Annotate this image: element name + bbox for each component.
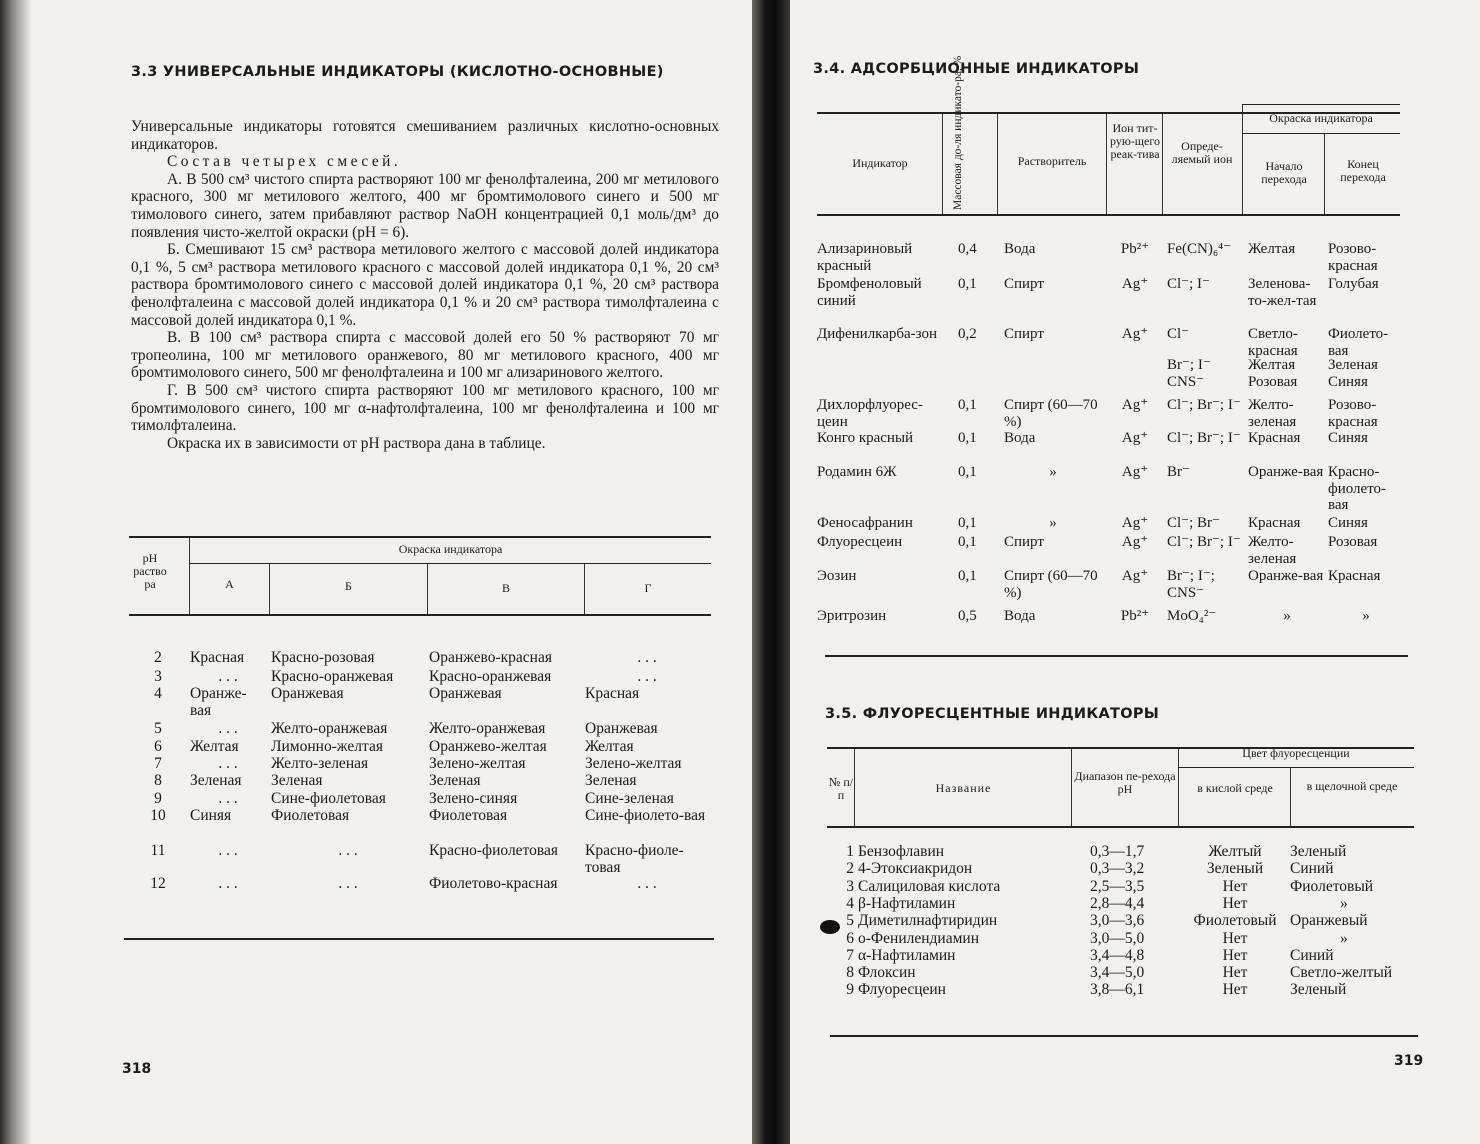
paragraph-b: Б. Смешивают 15 см³ раствора метилового желтого с массовой долей индикатора 0,1 %, 5 см³ раствора метилового красного с массовой долей индикатора 0,1 %, 20 см³ раствора бромтимолового синего с массовой долей индикатора 0,1 %, 20 см³ раствора фенолфталеина с массовой долей индикатора 0,1 % и 20 см³ раствора тимолфталеина с массовой долей индикатора 0,1 %.: [131, 241, 719, 329]
fluor-cell-alk: Зеленый: [1290, 843, 1347, 860]
table-head-rule: [827, 826, 1414, 828]
table-vline: [1290, 768, 1291, 826]
header-indicator: Индикатор: [852, 156, 908, 170]
adsorb-cell-name: Ализариновый красный: [817, 241, 913, 274]
adsorb-cell-ion: Cl⁻; Br⁻; I⁻: [1167, 430, 1241, 446]
fluor-cell-num: 7: [846, 946, 854, 964]
ph-table-cell-ph: 10: [150, 807, 166, 824]
adsorb-cell-mass: 0,1: [958, 534, 977, 550]
header-col-v: В: [501, 581, 510, 595]
ph-table-cell-ph: 6: [154, 738, 162, 755]
ph-table-cell-v: Желто-оранжевая: [429, 720, 546, 737]
adsorb-cell-mass: 0,1: [958, 397, 977, 413]
ph-table-cell-a: . . .: [218, 755, 238, 772]
ph-table-cell-a: . . .: [218, 720, 238, 737]
header-fluor-group: Цвет флуоресценции: [1242, 746, 1350, 760]
adsorb-cell-ion: Cl⁻; Br⁻: [1167, 515, 1220, 531]
adsorb-cell-titrant: Pb²⁺: [1120, 241, 1150, 257]
ph-table-cell-v: Зелено-желтая: [429, 755, 526, 772]
adsorb-cell-end: Розово-красная: [1328, 241, 1378, 274]
fluor-cell-name: Диметилнафтиридин: [858, 912, 998, 930]
fluor-cell-alk: Зеленый: [1290, 981, 1347, 999]
adsorb-cell-mass: 0,1: [958, 515, 977, 531]
table-head-rule: [817, 214, 1400, 216]
header-start: Начало перехода: [1261, 159, 1307, 186]
adsorb-cell-end: Розово-красная: [1328, 397, 1378, 430]
adsorb-cell-name: Флуоресцеин: [817, 534, 903, 550]
header-num: № п/п: [828, 775, 854, 802]
ph-table-cell-v: Зелено-синяя: [429, 790, 518, 807]
ph-table-cell-ph: 5: [154, 720, 162, 737]
table-group-rule: [1242, 133, 1400, 134]
ph-table-cell-v: Фиолетово-красная: [429, 875, 558, 892]
adsorb-cell-mass: 0,5: [958, 608, 977, 624]
intro-paragraph: Универсальные индикаторы готовятся смешиванием различных кислотно-основных индикаторов.: [131, 118, 719, 153]
adsorb-cell-titrant: Ag⁺: [1121, 397, 1149, 413]
adsorb-cell-ion: Cl⁻: [1167, 326, 1190, 342]
ph-table-cell-ph: 4: [154, 685, 162, 702]
adsorb-cell-name: Родамин 6Ж: [817, 464, 897, 480]
adsorb-cell-titrant: Ag⁺: [1121, 326, 1149, 342]
ph-table-cell-b: Сине-фиолетовая: [271, 790, 386, 807]
ph-table-cell-g: Красно-фиоле-товая: [585, 842, 684, 876]
adsorb-cell-start: Зеленова-то-жел-тая: [1248, 276, 1317, 309]
adsorb-cell-solvent: Спирт: [1004, 276, 1044, 292]
adsorb-cell-solvent: »: [1049, 515, 1057, 531]
header-determined: Опреде-ляемый ион: [1171, 139, 1233, 166]
adsorb-cell-name: Бромфеноловый синий: [817, 276, 922, 309]
ph-table-cell-a: Синяя: [190, 807, 232, 824]
adsorb-cell-name: Эозин: [817, 568, 857, 584]
fluor-cell-range: 3,4—4,8: [1090, 946, 1145, 964]
fluor-cell-acid: Нет: [1222, 894, 1248, 912]
fluor-cell-num: 3: [846, 877, 854, 895]
table-vline: [1106, 114, 1107, 214]
adsorb-cell-ion: MoO₄²⁻: [1167, 608, 1217, 624]
fluor-cell-name: α-Нафтиламин: [858, 946, 956, 964]
closing-paragraph: Окраска их в зависимости от pH раствора дана в таблице.: [167, 434, 546, 452]
header-end: Конец перехода: [1340, 157, 1386, 184]
page-number-left: 318: [122, 1061, 152, 1077]
ph-table-cell-b: Лимонно-желтая: [271, 738, 383, 755]
ph-table-cell-v: Зеленая: [429, 772, 481, 789]
fluor-cell-name: β-Нафтиламин: [858, 894, 956, 912]
fluor-cell-alk: »: [1340, 894, 1348, 912]
fluor-cell-alk: Оранжевый: [1290, 912, 1368, 930]
adsorb-cell-name: Дифенилкарба-зон: [817, 326, 938, 342]
adsorb-cell-ion: Cl⁻; I⁻: [1167, 276, 1210, 292]
header-mass: Массовая до-ля индикато-ра, %: [952, 55, 964, 210]
table-head-rule: [129, 614, 711, 616]
adsorb-cell-titrant: Ag⁺: [1121, 464, 1149, 480]
table-vline: [854, 749, 855, 826]
fluor-cell-num: 4: [846, 894, 854, 912]
paragraph-g: Г. В 500 см³ чистого спирта растворяют 100 мг метилового красного, 100 мг бромтимолового синего, 100 мг α-нафтолфталеина, 100 мг фенолфталеина и 100 мг тимолфталеина.: [131, 381, 719, 435]
fluor-cell-alk: Синий: [1290, 860, 1334, 878]
fluor-cell-acid: Желтый: [1208, 843, 1262, 860]
adsorb-cell-mass: 0,1: [958, 276, 977, 292]
header-alkaline: в щелочной среде: [1306, 779, 1398, 793]
ph-table-cell-g: Зелено-желтая: [585, 755, 682, 772]
fluor-cell-range: 0,3—3,2: [1090, 860, 1145, 878]
table-bottom-rule: [825, 655, 1408, 657]
adsorb-cell-solvent: Спирт: [1004, 534, 1044, 550]
adsorb-cell-start: Желтая: [1248, 357, 1296, 373]
fluor-cell-range: 2,8—4,4: [1090, 894, 1145, 912]
ph-table-cell-v: Оранжево-красная: [429, 649, 552, 666]
adsorb-cell-start: »: [1283, 608, 1291, 624]
adsorb-cell-solvent: »: [1049, 464, 1057, 480]
adsorb-cell-start: Желто-зеленая: [1248, 397, 1297, 430]
ph-table-cell-g: . . .: [637, 649, 657, 666]
header-color-group: Окраска индикатора: [1269, 111, 1373, 125]
ph-table-cell-ph: 9: [154, 790, 162, 807]
fluor-cell-acid: Нет: [1222, 929, 1248, 947]
ph-table-cell-a: Красная: [190, 649, 245, 666]
ph-table-cell-v: Оранжево-желтая: [429, 738, 547, 755]
adsorb-cell-end: Голубая: [1328, 276, 1379, 292]
paragraph-v: В. В 100 см³ раствора спирта с массовой долей его 50 % растворяют 70 мг тропеолина, 100 мг метилового оранжевого, 80 мг метилового красного, 400 мг бромтимолового синего, 500 мг фенолфталеина и 100 мг ализаринового желтого.: [131, 329, 719, 382]
book-gutter: [752, 0, 790, 1144]
adsorb-cell-mass: 0,1: [958, 430, 977, 446]
header-ph: pH раство ра: [133, 551, 167, 591]
fluor-cell-range: 3,0—5,0: [1090, 929, 1145, 947]
adsorb-cell-ion: Cl⁻; Br⁻; I⁻: [1167, 397, 1241, 413]
ph-table-cell-b: Красно-розовая: [271, 649, 375, 666]
fluor-cell-name: Флоксин: [858, 964, 916, 982]
adsorb-cell-mass: 0,1: [958, 464, 977, 480]
header-range: Диапазон пе-рехода pH: [1074, 769, 1176, 796]
ph-table-cell-a: . . .: [218, 668, 238, 685]
adsorb-cell-titrant: Ag⁺: [1121, 568, 1149, 584]
ph-table-cell-b: Оранжевая: [271, 685, 344, 702]
adsorb-cell-solvent: Вода: [1004, 608, 1036, 624]
fluor-cell-acid: Нет: [1222, 946, 1248, 964]
ph-table-cell-ph: 7: [154, 755, 162, 772]
section-heading-universal: 3.3 УНИВЕРСАЛЬНЫЕ ИНДИКАТОРЫ (КИСЛОТНО-ОСНОВНЫЕ): [131, 64, 664, 80]
fluor-cell-alk: Светло-желтый: [1290, 964, 1393, 982]
fluor-cell-acid: Фиолетовый: [1193, 912, 1277, 930]
ph-table-cell-a: Зеленая: [190, 772, 242, 789]
ph-table-cell-ph: 12: [150, 875, 166, 892]
ph-table-cell-a: . . .: [218, 790, 238, 807]
ph-table-cell-ph: 3: [154, 668, 162, 685]
adsorb-cell-titrant: Ag⁺: [1121, 515, 1149, 531]
adsorb-cell-end: Синяя: [1328, 430, 1368, 446]
fluor-cell-alk: »: [1340, 929, 1348, 947]
ph-table-cell-v: Красно-оранжевая: [429, 668, 552, 685]
ph-table-cell-b: Красно-оранжевая: [271, 668, 394, 685]
table-vline: [942, 114, 943, 214]
adsorb-cell-start: Желто-зеленая: [1248, 534, 1297, 567]
adsorb-cell-name: Дихлорфлуорес-цеин: [817, 397, 923, 430]
ph-table-cell-b: . . .: [338, 875, 358, 892]
adsorb-cell-start: Желтая: [1248, 241, 1296, 257]
adsorb-cell-end: Красно-фиолето-вая: [1328, 464, 1387, 513]
section-heading-adsorb: 3.4. АДСОРБЦИОННЫЕ ИНДИКАТОРЫ: [813, 61, 1140, 77]
ph-table-cell-ph: 2: [154, 649, 162, 666]
adsorb-cell-end: »: [1362, 608, 1370, 624]
adsorb-cell-titrant: Pb²⁺: [1120, 608, 1150, 624]
header-solvent: Растворитель: [1017, 154, 1087, 168]
fluor-cell-name: 4-Этоксиакридон: [858, 860, 973, 878]
adsorb-cell-ion: Cl⁻; Br⁻; I⁻: [1167, 534, 1241, 550]
fluor-cell-name: Флуоресцеин: [858, 981, 946, 999]
header-group: Окраска индикатора: [398, 542, 503, 556]
header-col-g: Г: [644, 581, 652, 595]
adsorb-cell-start: Оранже-вая: [1248, 568, 1324, 584]
ph-table-cell-b: Фиолетовая: [271, 807, 350, 824]
adsorb-cell-name: Эритрозин: [817, 608, 887, 624]
adsorb-cell-end: Синяя: [1328, 515, 1368, 531]
ph-table-cell-g: . . .: [637, 875, 657, 892]
adsorb-cell-solvent: Спирт: [1004, 326, 1044, 342]
header-titrant: Ион тит-рую-щего реак-тива: [1110, 121, 1160, 161]
adsorb-cell-titrant: Ag⁺: [1121, 430, 1149, 446]
ph-table-cell-v: Фиолетовая: [429, 807, 508, 824]
adsorb-cell-name: Феносафранин: [817, 515, 913, 531]
fluor-cell-range: 3,4—5,0: [1090, 964, 1145, 982]
adsorb-cell-end: Фиолето-вая: [1328, 326, 1389, 359]
ph-table-cell-a: Желтая: [190, 738, 239, 755]
fluor-cell-num: 2: [846, 860, 854, 878]
table-bottom-rule: [830, 1035, 1418, 1037]
right-page: [790, 0, 1480, 1144]
fluor-cell-acid: Нет: [1222, 964, 1248, 982]
table-group-rule: [1178, 767, 1414, 768]
ph-table-cell-b: Желто-оранжевая: [271, 720, 388, 737]
adsorb-cell-ion: Br⁻: [1167, 464, 1190, 480]
ph-table-cell-b: Желто-зеленая: [271, 755, 369, 772]
adsorb-cell-ion: Br⁻; I⁻: [1167, 357, 1211, 373]
fluor-cell-acid: Зеленый: [1206, 860, 1264, 878]
fluor-cell-num: 5: [846, 912, 854, 930]
ph-table-cell-g: . . .: [637, 668, 657, 685]
ph-table-cell-ph: 8: [154, 772, 162, 789]
page-number-right: 319: [1394, 1053, 1424, 1069]
fluor-cell-acid: Нет: [1222, 981, 1248, 999]
ph-table-cell-g: Сине-фиолето-вая: [585, 807, 706, 824]
adsorb-cell-solvent: Вода: [1004, 241, 1036, 257]
paragraph-a: А. В 500 см³ чистого спирта растворяют 100 мг фенолфталеина, 200 мг метилового красного, 300 мг метилового желтого, 400 мг бромтимолового синего и 500 мг тимолового синего, затем прибавляют раствор NaOH концентрацией 0,1 моль/дм³ до появления чисто-желтой окраски (pH = 6).: [131, 170, 719, 241]
header-col-b: Б: [345, 579, 352, 593]
header-name: Название: [935, 781, 992, 795]
ph-table-cell-a: . . .: [218, 842, 238, 859]
adsorb-cell-name: Конго красный: [817, 430, 914, 446]
adsorb-cell-start: Светло-красная: [1248, 326, 1298, 359]
fluor-cell-range: 3,0—3,6: [1090, 912, 1145, 930]
universal-text: [131, 118, 719, 452]
fluor-cell-name: о-Фенилендиамин: [858, 929, 979, 947]
table-top-rule-right: [1242, 104, 1400, 105]
adsorb-cell-start: Оранже-вая: [1248, 464, 1324, 480]
ink-blot: [820, 920, 840, 934]
section-heading-fluor: 3.5. ФЛУОРЕСЦЕНТНЫЕ ИНДИКАТОРЫ: [825, 706, 1160, 722]
subheading: Состав четырех смесей.: [167, 153, 402, 171]
adsorb-cell-mass: 0,1: [958, 568, 977, 584]
header-col-a: А: [225, 577, 234, 591]
page-edge-shadow: [0, 0, 32, 1144]
ph-table-cell-g: Желтая: [585, 738, 634, 755]
adsorb-cell-start: Красная: [1248, 515, 1301, 531]
adsorb-cell-titrant: Ag⁺: [1121, 276, 1149, 292]
adsorb-cell-end: Красная: [1328, 568, 1381, 584]
ph-table-cell-a: . . .: [218, 875, 238, 892]
adsorb-cell-titrant: Ag⁺: [1121, 534, 1149, 550]
adsorb-cell-start: Красная: [1248, 430, 1301, 446]
ph-table-cell-v: Оранжевая: [429, 685, 502, 702]
fluor-cell-range: 3,8—6,1: [1090, 981, 1145, 999]
ph-table-cell-b: . . .: [338, 842, 358, 859]
adsorb-cell-end: Зеленая: [1328, 357, 1378, 373]
adsorb-cell-solvent: Спирт (60—70 %): [1004, 568, 1098, 601]
fluor-cell-range: 2,5—3,5: [1090, 877, 1145, 895]
fluor-cell-num: 8: [846, 964, 854, 982]
ph-table-cell-g: Сине-зеленая: [585, 790, 674, 807]
adsorb-cell-ion: Br⁻; I⁻; CNS⁻: [1167, 568, 1215, 601]
table-vline: [1324, 134, 1325, 214]
table-vline: [1071, 749, 1072, 826]
fluor-cell-num: 1: [846, 843, 854, 860]
adsorb-cell-mass: 0,4: [958, 241, 977, 257]
ph-table-cell-b: Зеленая: [271, 772, 323, 789]
table-vline: [1162, 114, 1163, 214]
ph-table-cell-v: Красно-фиолетовая: [429, 842, 558, 859]
ph-table-cell-g: Красная: [585, 685, 640, 702]
adsorb-cell-end: Розовая: [1328, 534, 1378, 550]
adsorb-cell-solvent: Вода: [1004, 430, 1036, 446]
ph-table-cell-ph: 11: [150, 842, 166, 859]
adsorb-cell-mass: 0,2: [958, 326, 977, 342]
adsorb-cell-solvent: Спирт (60—70 %): [1004, 397, 1098, 430]
table-top-rule: [129, 536, 711, 538]
ph-table-cell-a: Оранже-вая: [190, 685, 247, 719]
ph-table-cell-g: Оранжевая: [585, 720, 658, 737]
fluor-cell-alk: Фиолетовый: [1290, 877, 1374, 895]
fluor-cell-name: Бензофлавин: [858, 843, 945, 860]
adsorb-cell-start: Розовая: [1248, 374, 1298, 390]
fluor-cell-num: 6: [846, 929, 854, 947]
adsorb-cell-ion: CNS⁻: [1167, 374, 1205, 390]
fluor-cell-name: Салициловая кислота: [858, 877, 1001, 895]
ph-table-cell-g: Зеленая: [585, 772, 637, 789]
adsorb-cell-end: Синяя: [1328, 374, 1368, 390]
fluor-cell-range: 0,3—1,7: [1090, 843, 1145, 860]
fluor-cell-acid: Нет: [1222, 877, 1248, 895]
adsorb-cell-ion: Fe(CN)₆⁴⁻: [1167, 241, 1232, 257]
table-vline: [1178, 749, 1179, 826]
header-acid: в кислой среде: [1197, 781, 1273, 795]
fluor-cell-alk: Синий: [1290, 946, 1334, 964]
fluor-cell-num: 9: [846, 981, 854, 999]
table-bottom-rule: [124, 938, 714, 940]
